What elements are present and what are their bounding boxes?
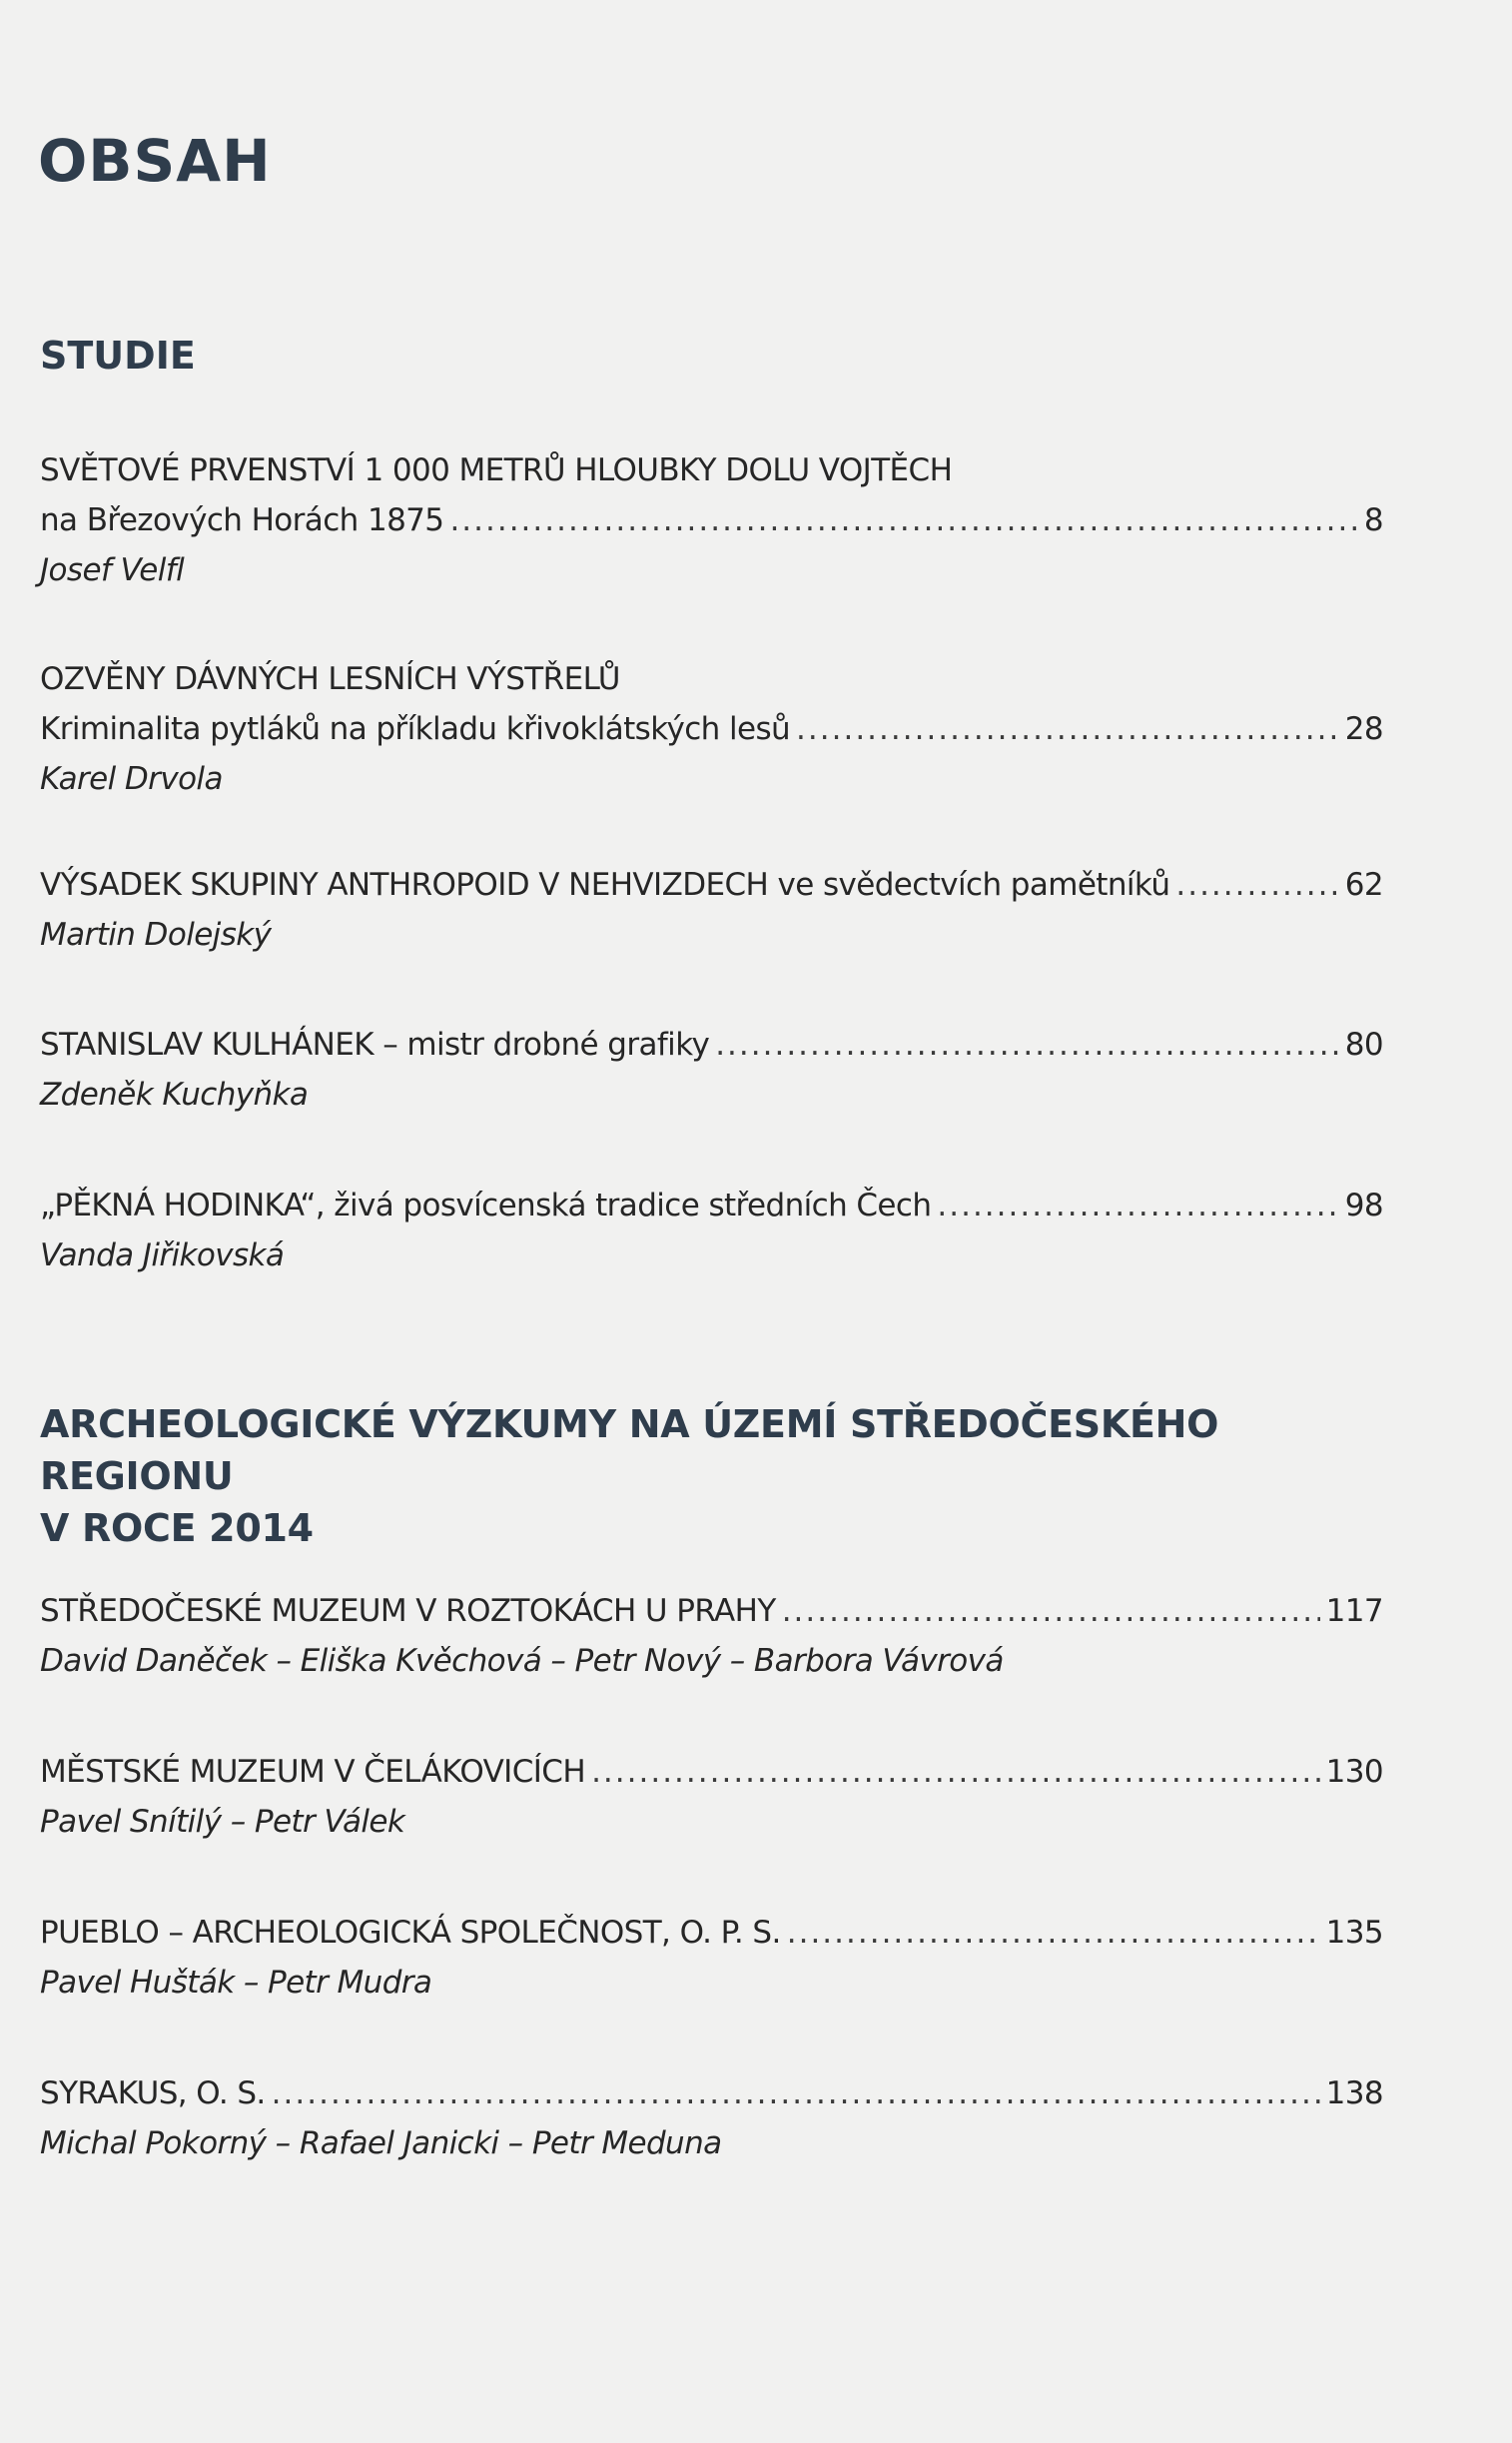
entry-title: „PĚKNÁ HODINKA“, živá posvícenská tradice středních Čech: [40, 1188, 932, 1223]
toc-entry[interactable]: [40, 2068, 1383, 2168]
entry-title: Kriminalita pytláků na příkladu křivoklátských lesů: [40, 711, 791, 747]
entry-row: [40, 495, 1383, 545]
entry-author: Michal Pokorný – Rafael Janicki – Petr Meduna: [40, 2125, 722, 2161]
entry-author: Zdeněk Kuchyňka: [40, 1077, 309, 1113]
entry-author: David Daněček – Eliška Kvěchová – Petr Nový – Barbora Vávrová: [40, 1643, 1004, 1679]
entry-title: SYRAKUS, O. S.: [40, 2075, 266, 2111]
toc-entry[interactable]: [40, 654, 1383, 804]
page-number: 62: [1344, 867, 1383, 903]
dot-leader: [715, 1020, 1339, 1070]
dot-leader: [787, 1908, 1320, 1958]
entry-row: [40, 1908, 1383, 1958]
dot-leader: [591, 1747, 1320, 1797]
toc-entry[interactable]: [40, 860, 1383, 960]
page-number: 138: [1325, 2075, 1383, 2111]
section-heading-line: ARCHEOLOGICKÉ VÝZKUMY NA ÚZEMÍ STŘEDOČESKÉHO REGIONU: [40, 1402, 1219, 1498]
entry-row: [40, 1020, 1383, 1070]
page-number: 80: [1344, 1027, 1383, 1063]
entry-author: Josef Velfl: [40, 552, 185, 588]
entry-title: PUEBLO – ARCHEOLOGICKÁ SPOLEČNOST, O. P. S.: [40, 1915, 781, 1951]
entry-title: na Březových Horách 1875: [40, 502, 444, 538]
toc-entry[interactable]: [40, 445, 1383, 595]
entry-row: [40, 860, 1383, 910]
entry-author: Pavel Snítilý – Petr Válek: [40, 1804, 405, 1840]
entry-row: [40, 1181, 1383, 1230]
toc-entry[interactable]: [40, 1908, 1383, 2008]
entry-row: [40, 2068, 1383, 2118]
dot-leader: [272, 2068, 1320, 2118]
page-number: 98: [1344, 1188, 1383, 1223]
entry-title-line: OZVĚNY DÁVNÝCH LESNÍCH VÝSTŘELŮ: [40, 661, 620, 697]
entry-author: Pavel Hušták – Petr Mudra: [40, 1965, 432, 2001]
dot-leader: [1175, 860, 1338, 910]
entry-row: [40, 1586, 1383, 1636]
entry-title: STANISLAV KULHÁNEK – mistr drobné grafiky: [40, 1027, 710, 1063]
entry-title: STŘEDOČESKÉ MUZEUM V ROZTOKÁCH U PRAHY: [40, 1593, 776, 1629]
section-heading-studie: STUDIE: [40, 334, 196, 378]
dot-leader: [937, 1181, 1338, 1230]
entry-title: VÝSADEK SKUPINY ANTHROPOID V NEHVIZDECH ve svědectvích pamětníků: [40, 867, 1170, 903]
entry-row: [40, 1747, 1383, 1797]
page-number: 135: [1325, 1915, 1383, 1951]
entry-row: [40, 704, 1383, 754]
toc-entry[interactable]: [40, 1020, 1383, 1120]
toc-entry[interactable]: [40, 1181, 1383, 1280]
entry-author: Vanda Jiřikovská: [40, 1237, 285, 1273]
page-number: 117: [1325, 1593, 1383, 1629]
page-number: 28: [1344, 711, 1383, 747]
section-heading-line: V ROCE 2014: [40, 1506, 314, 1550]
dot-leader: [449, 495, 1357, 545]
section-heading-archeologie: [40, 1398, 1358, 1554]
toc-entry[interactable]: [40, 1586, 1383, 1686]
entry-author: Karel Drvola: [40, 761, 223, 797]
entry-title-line: SVĚTOVÉ PRVENSTVÍ 1 000 METRŮ HLOUBKY DOLU VOJTĚCH: [40, 452, 953, 488]
page-title: OBSAH: [38, 127, 272, 195]
entry-title: MĚSTSKÉ MUZEUM V ČELÁKOVICÍCH: [40, 1754, 586, 1790]
dot-leader: [782, 1586, 1320, 1636]
dot-leader: [796, 704, 1339, 754]
toc-entry[interactable]: [40, 1747, 1383, 1847]
entry-author: Martin Dolejský: [40, 917, 272, 953]
page-number: 8: [1363, 502, 1383, 538]
page-number: 130: [1325, 1754, 1383, 1790]
